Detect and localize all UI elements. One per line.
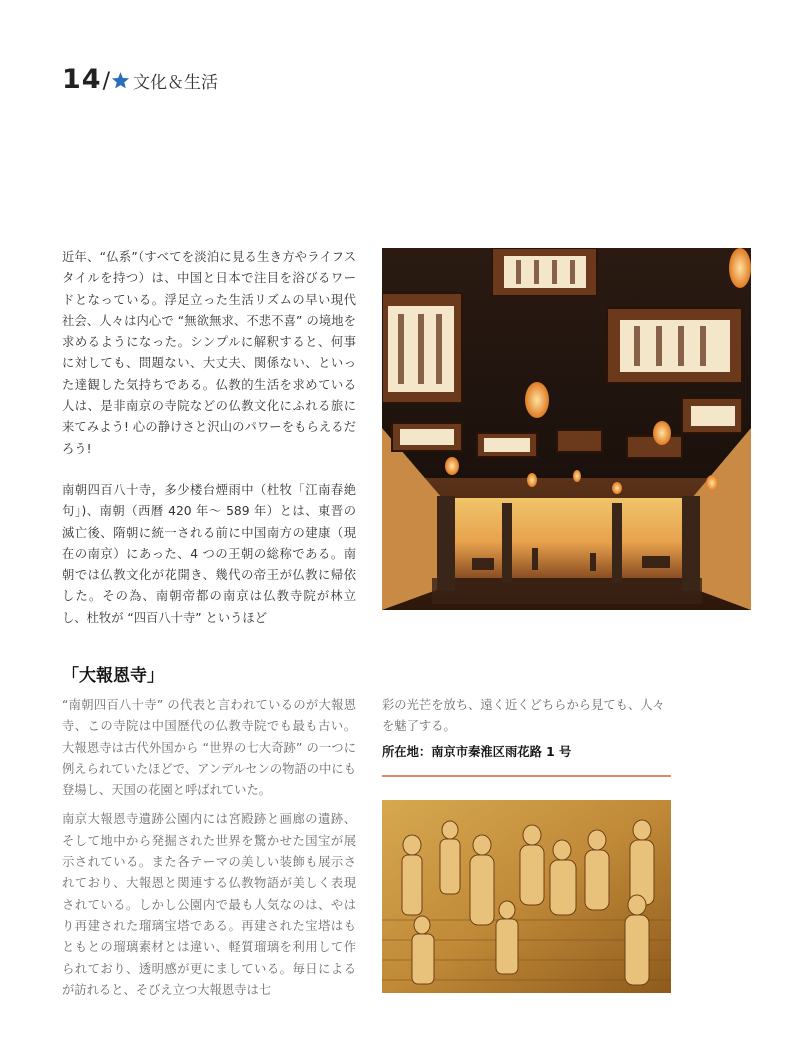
relief-carving-photo [382, 800, 671, 993]
page-header [62, 64, 218, 95]
temple-text-left [62, 695, 356, 1009]
temple-paragraph-1: “南朝四百八十寺” の代表と言われているのが大報恩寺、この寺院は中国歴代の仏教寺院でも最も古い。大報恩寺は古代外国から “世界の七大奇跡” の一つに例えられていたほどで、アンデルセンの物語の中にも登場し、天国の花園と呼ばれていた。 [62, 698, 356, 798]
intro-paragraph-2: 南朝四百八十寺，多少楼台煙雨中（杜牧「江南春絶句」)、南朝（西暦 420 年～ 589 年）とは、東晋の滅亡後、隋朝に統一される前に中国南方の建康（現在の南京）にあった、4 つの王朝の総称である。南朝では仏教文化が花開き、幾代の帝王が仏教に帰依した。その為、南朝帝都の南京は仏教寺院が林立し、杜牧が “四百八十寺” というほど [62, 482, 356, 625]
star-icon [111, 71, 130, 90]
temple-heading: 「大報恩寺」 [62, 666, 164, 686]
section-title: 文化＆生活 [133, 73, 218, 93]
temple-paragraph-2: 南京大報恩寺遺跡公園内には宮殿跡と画廊の遺跡、そして地中から発掘された世界を驚かせた国宝が展示されている。また各テーマの美しい装飾も展示されており、大報恩と関連する仏教物語が美しく表現されている。しかし公園内で最も人気なのは、やはり再建された瑠璃宝塔である。再建された宝塔はもともとの瑠璃素材とは違い、軽質瑠璃を利用して作られており、透明感が更にましている。毎日によるが訪れると、そびえ立つ大報恩寺は七 [62, 812, 356, 997]
page-number: 14 [62, 64, 102, 95]
intro-text [62, 247, 356, 649]
temple-paragraph-3: 彩の光芒を放ち、遠く近くどちらから見ても、人々を魅了する。 [382, 698, 665, 734]
divider-line [382, 775, 671, 777]
header-slash: / [102, 69, 110, 94]
intro-paragraph-1: 近年、“仏系”（すべてを淡泊に見る生き方やライフスタイルを持つ）は、中国と日本で注目を浴びるワードとなっている。浮足立った生活リズムの早い現代社会、人々は内心で “無欲無求、不悲不喜” の境地を求めるようになった。シンプルに解釈すると、何事に対しても、問題ない、大丈夫、関係ない、といった達観した気持ちである。仏教的生活を求めている人は、是非南京の寺院などの仏教文化にふれる旅に来てみよう! 心の静けさと沢山のパワーをもらえるだろう! [62, 250, 356, 456]
temple-text-right [382, 695, 671, 738]
address-line: 所在地：南京市秦淮区雨花路 1 号 [382, 745, 572, 759]
museum-hall-photo [382, 248, 751, 610]
